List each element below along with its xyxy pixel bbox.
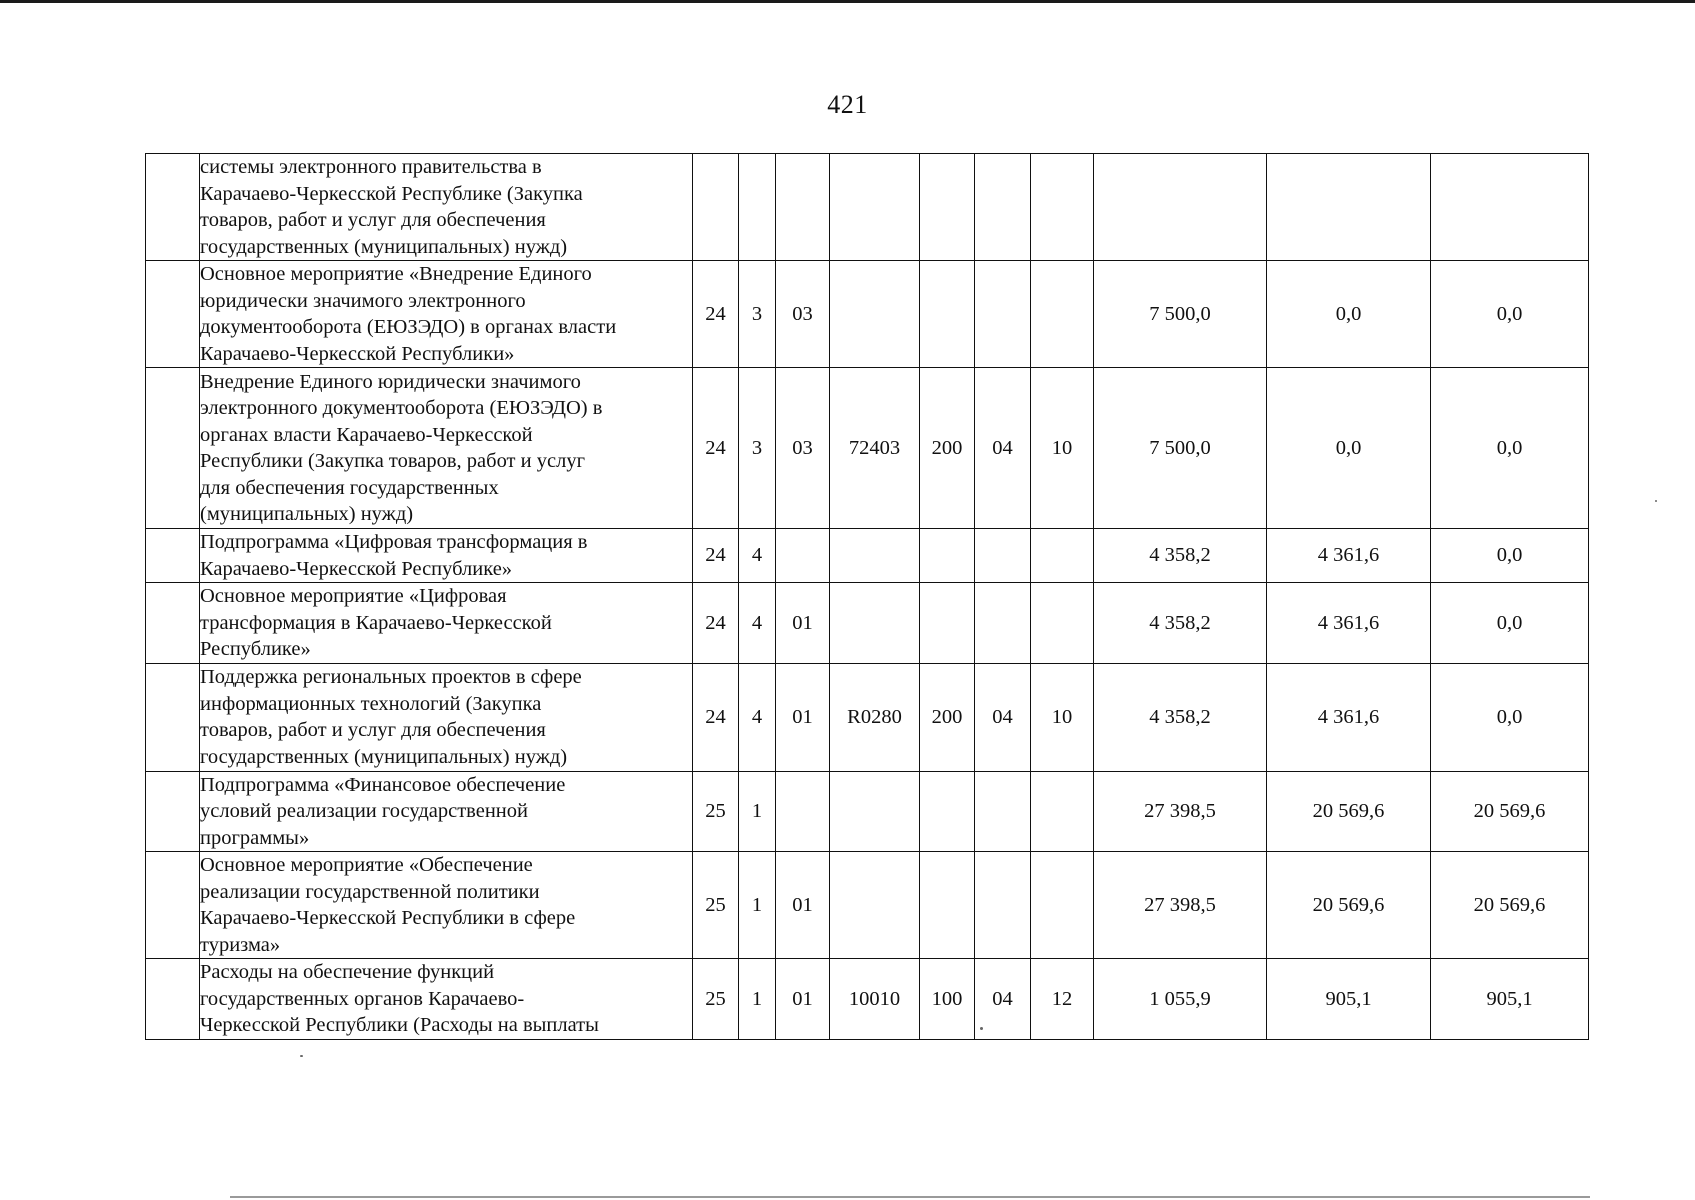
code-cell-3: 03 — [776, 261, 830, 368]
description-line: реализации государственной политики — [200, 880, 540, 903]
code-cell-3 — [776, 771, 830, 852]
code-cell-2: 4 — [739, 663, 776, 771]
table-row — [146, 583, 1589, 664]
table-body — [146, 154, 1589, 1040]
code-cell-5: 100 — [920, 959, 975, 1040]
description-line: юридически значимого электронного — [200, 289, 526, 312]
code-cell-6 — [975, 852, 1031, 959]
row-description — [200, 852, 693, 959]
amount-cell-3: 0,0 — [1431, 261, 1589, 368]
amount-cell-2: 905,1 — [1267, 959, 1431, 1040]
code-cell-1 — [693, 154, 739, 261]
table-row — [146, 771, 1589, 852]
description-line: товаров, работ и услуг для обеспечения — [200, 719, 546, 741]
code-cell-3 — [776, 154, 830, 261]
description-line: государственных органов Карачаево- — [200, 987, 525, 1010]
code-cell-1: 24 — [693, 261, 739, 368]
amount-cell-2: 0,0 — [1267, 368, 1431, 529]
code-cell-4 — [830, 529, 920, 583]
description-line: трансформация в Карачаево-Черкесской — [200, 611, 552, 634]
row-index-cell — [146, 583, 200, 664]
description-line: электронного документооборота (ЕЮЗЭДО) в — [200, 397, 603, 419]
row-description — [200, 529, 693, 583]
table-row — [146, 154, 1589, 261]
row-index-cell — [146, 529, 200, 583]
amount-cell-1: 4 358,2 — [1094, 663, 1267, 771]
amount-cell-1: 7 500,0 — [1094, 261, 1267, 368]
code-cell-1: 25 — [693, 959, 739, 1040]
amount-cell-3: 20 569,6 — [1431, 852, 1589, 959]
description-line: Черкесской Республики (Расходы на выплаты — [200, 1014, 599, 1036]
code-cell-7 — [1031, 154, 1094, 261]
amount-cell-2: 20 569,6 — [1267, 771, 1431, 852]
row-index-cell — [146, 154, 200, 261]
code-cell-4: 10010 — [830, 959, 920, 1040]
code-cell-2: 1 — [739, 852, 776, 959]
code-cell-2: 3 — [739, 368, 776, 529]
table-row — [146, 663, 1589, 771]
amount-cell-2 — [1267, 154, 1431, 261]
table-row — [146, 852, 1589, 959]
description-line: Карачаево-Черкесской Республике» — [200, 557, 513, 580]
description-line: органах власти Карачаево-Черкесской — [200, 423, 533, 446]
scan-border-top — [0, 0, 1695, 3]
code-cell-2: 1 — [739, 959, 776, 1040]
amount-cell-3: 0,0 — [1431, 368, 1589, 529]
code-cell-5: 200 — [920, 368, 975, 529]
code-cell-4 — [830, 852, 920, 959]
code-cell-7 — [1031, 583, 1094, 664]
page-number: 421 — [827, 90, 868, 119]
description-line: (муниципальных) нужд) — [200, 503, 414, 525]
description-line: Поддержка региональных проектов в сфере — [200, 666, 582, 688]
amount-cell-2: 4 361,6 — [1267, 663, 1431, 771]
row-description — [200, 663, 693, 771]
amount-cell-2: 4 361,6 — [1267, 583, 1431, 664]
code-cell-1: 24 — [693, 529, 739, 583]
code-cell-7: 10 — [1031, 663, 1094, 771]
code-cell-4 — [830, 154, 920, 261]
code-cell-5 — [920, 154, 975, 261]
code-cell-6 — [975, 154, 1031, 261]
scan-speck — [1655, 500, 1657, 502]
amount-cell-3: 0,0 — [1431, 663, 1589, 771]
code-cell-4: R0280 — [830, 663, 920, 771]
code-cell-1: 24 — [693, 368, 739, 529]
amount-cell-1: 1 055,9 — [1094, 959, 1267, 1040]
description-line: Карачаево-Черкесской Республики в сфере — [200, 907, 576, 929]
amount-cell-3 — [1431, 154, 1589, 261]
code-cell-5 — [920, 771, 975, 852]
description-line: системы электронного правительства в — [200, 156, 542, 178]
description-line: документооборота (ЕЮЗЭДО) в органах власти — [200, 316, 617, 338]
code-cell-3: 01 — [776, 583, 830, 664]
row-index-cell — [146, 663, 200, 771]
table-row — [146, 261, 1589, 368]
code-cell-5: 200 — [920, 663, 975, 771]
code-cell-1: 24 — [693, 583, 739, 664]
amount-cell-3: 0,0 — [1431, 583, 1589, 664]
description-line: для обеспечения государственных — [200, 476, 499, 499]
code-cell-6: 04 — [975, 368, 1031, 529]
code-cell-7 — [1031, 529, 1094, 583]
code-cell-4 — [830, 771, 920, 852]
amount-cell-2: 20 569,6 — [1267, 852, 1431, 959]
description-line: Основное мероприятие «Обеспечение — [200, 854, 533, 876]
code-cell-6 — [975, 261, 1031, 368]
description-line: условий реализации государственной — [200, 800, 528, 822]
code-cell-2: 4 — [739, 583, 776, 664]
row-index-cell — [146, 368, 200, 529]
description-line: Карачаево-Черкесской Республики» — [200, 342, 515, 365]
description-line: государственных (муниципальных) нужд) — [200, 745, 568, 768]
code-cell-3: 03 — [776, 368, 830, 529]
code-cell-3: 01 — [776, 959, 830, 1040]
description-line: туризма» — [200, 933, 281, 956]
code-cell-2: 1 — [739, 771, 776, 852]
row-description — [200, 771, 693, 852]
description-line: Подпрограмма «Финансовое обеспечение — [200, 773, 566, 796]
code-cell-1: 24 — [693, 663, 739, 771]
amount-cell-1: 7 500,0 — [1094, 368, 1267, 529]
row-index-cell — [146, 959, 200, 1040]
row-index-cell — [146, 852, 200, 959]
scan-border-bottom — [230, 1196, 1590, 1198]
row-index-cell — [146, 771, 200, 852]
code-cell-4 — [830, 261, 920, 368]
amount-cell-3: 20 569,6 — [1431, 771, 1589, 852]
amount-cell-1: 27 398,5 — [1094, 771, 1267, 852]
row-description — [200, 959, 693, 1040]
scan-speck — [300, 1055, 303, 1057]
row-description — [200, 261, 693, 368]
code-cell-6: 04 — [975, 959, 1031, 1040]
table-row — [146, 368, 1589, 529]
row-index-cell — [146, 261, 200, 368]
code-cell-7: 12 — [1031, 959, 1094, 1040]
description-line: Основное мероприятие «Цифровая — [200, 585, 507, 607]
amount-cell-3: 0,0 — [1431, 529, 1589, 583]
amount-cell-1: 27 398,5 — [1094, 852, 1267, 959]
amount-cell-1 — [1094, 154, 1267, 261]
table-row — [146, 959, 1589, 1040]
description-line: Республики (Закупка товаров, работ и услуг — [200, 450, 585, 472]
code-cell-7 — [1031, 771, 1094, 852]
row-description — [200, 583, 693, 664]
code-cell-6 — [975, 771, 1031, 852]
scan-speck — [980, 1027, 983, 1030]
code-cell-4: 72403 — [830, 368, 920, 529]
budget-table — [145, 153, 1589, 1040]
description-line: товаров, работ и услуг для обеспечения — [200, 209, 546, 231]
amount-cell-3: 905,1 — [1431, 959, 1589, 1040]
code-cell-6 — [975, 529, 1031, 583]
code-cell-1: 25 — [693, 852, 739, 959]
description-line: Республике» — [200, 638, 311, 660]
code-cell-5 — [920, 261, 975, 368]
description-line: государственных (муниципальных) нужд) — [200, 235, 568, 258]
row-description — [200, 368, 693, 529]
table-row — [146, 529, 1589, 583]
code-cell-2 — [739, 154, 776, 261]
code-cell-5 — [920, 529, 975, 583]
code-cell-3 — [776, 529, 830, 583]
description-line: Подпрограмма «Цифровая трансформация в — [200, 531, 588, 553]
amount-cell-2: 0,0 — [1267, 261, 1431, 368]
row-description — [200, 154, 693, 261]
code-cell-7: 10 — [1031, 368, 1094, 529]
code-cell-7 — [1031, 852, 1094, 959]
amount-cell-1: 4 358,2 — [1094, 529, 1267, 583]
description-line: программы» — [200, 826, 310, 849]
code-cell-5 — [920, 852, 975, 959]
description-line: информационных технологий (Закупка — [200, 692, 542, 715]
code-cell-6 — [975, 583, 1031, 664]
code-cell-7 — [1031, 261, 1094, 368]
description-line: Карачаево-Черкесской Республике (Закупка — [200, 182, 583, 205]
code-cell-2: 3 — [739, 261, 776, 368]
code-cell-1: 25 — [693, 771, 739, 852]
code-cell-5 — [920, 583, 975, 664]
code-cell-2: 4 — [739, 529, 776, 583]
amount-cell-2: 4 361,6 — [1267, 529, 1431, 583]
code-cell-3: 01 — [776, 663, 830, 771]
code-cell-4 — [830, 583, 920, 664]
code-cell-6: 04 — [975, 663, 1031, 771]
amount-cell-1: 4 358,2 — [1094, 583, 1267, 664]
code-cell-3: 01 — [776, 852, 830, 959]
description-line: Расходы на обеспечение функций — [200, 961, 495, 983]
description-line: Основное мероприятие «Внедрение Единого — [200, 263, 592, 285]
description-line: Внедрение Единого юридически значимого — [200, 370, 581, 393]
